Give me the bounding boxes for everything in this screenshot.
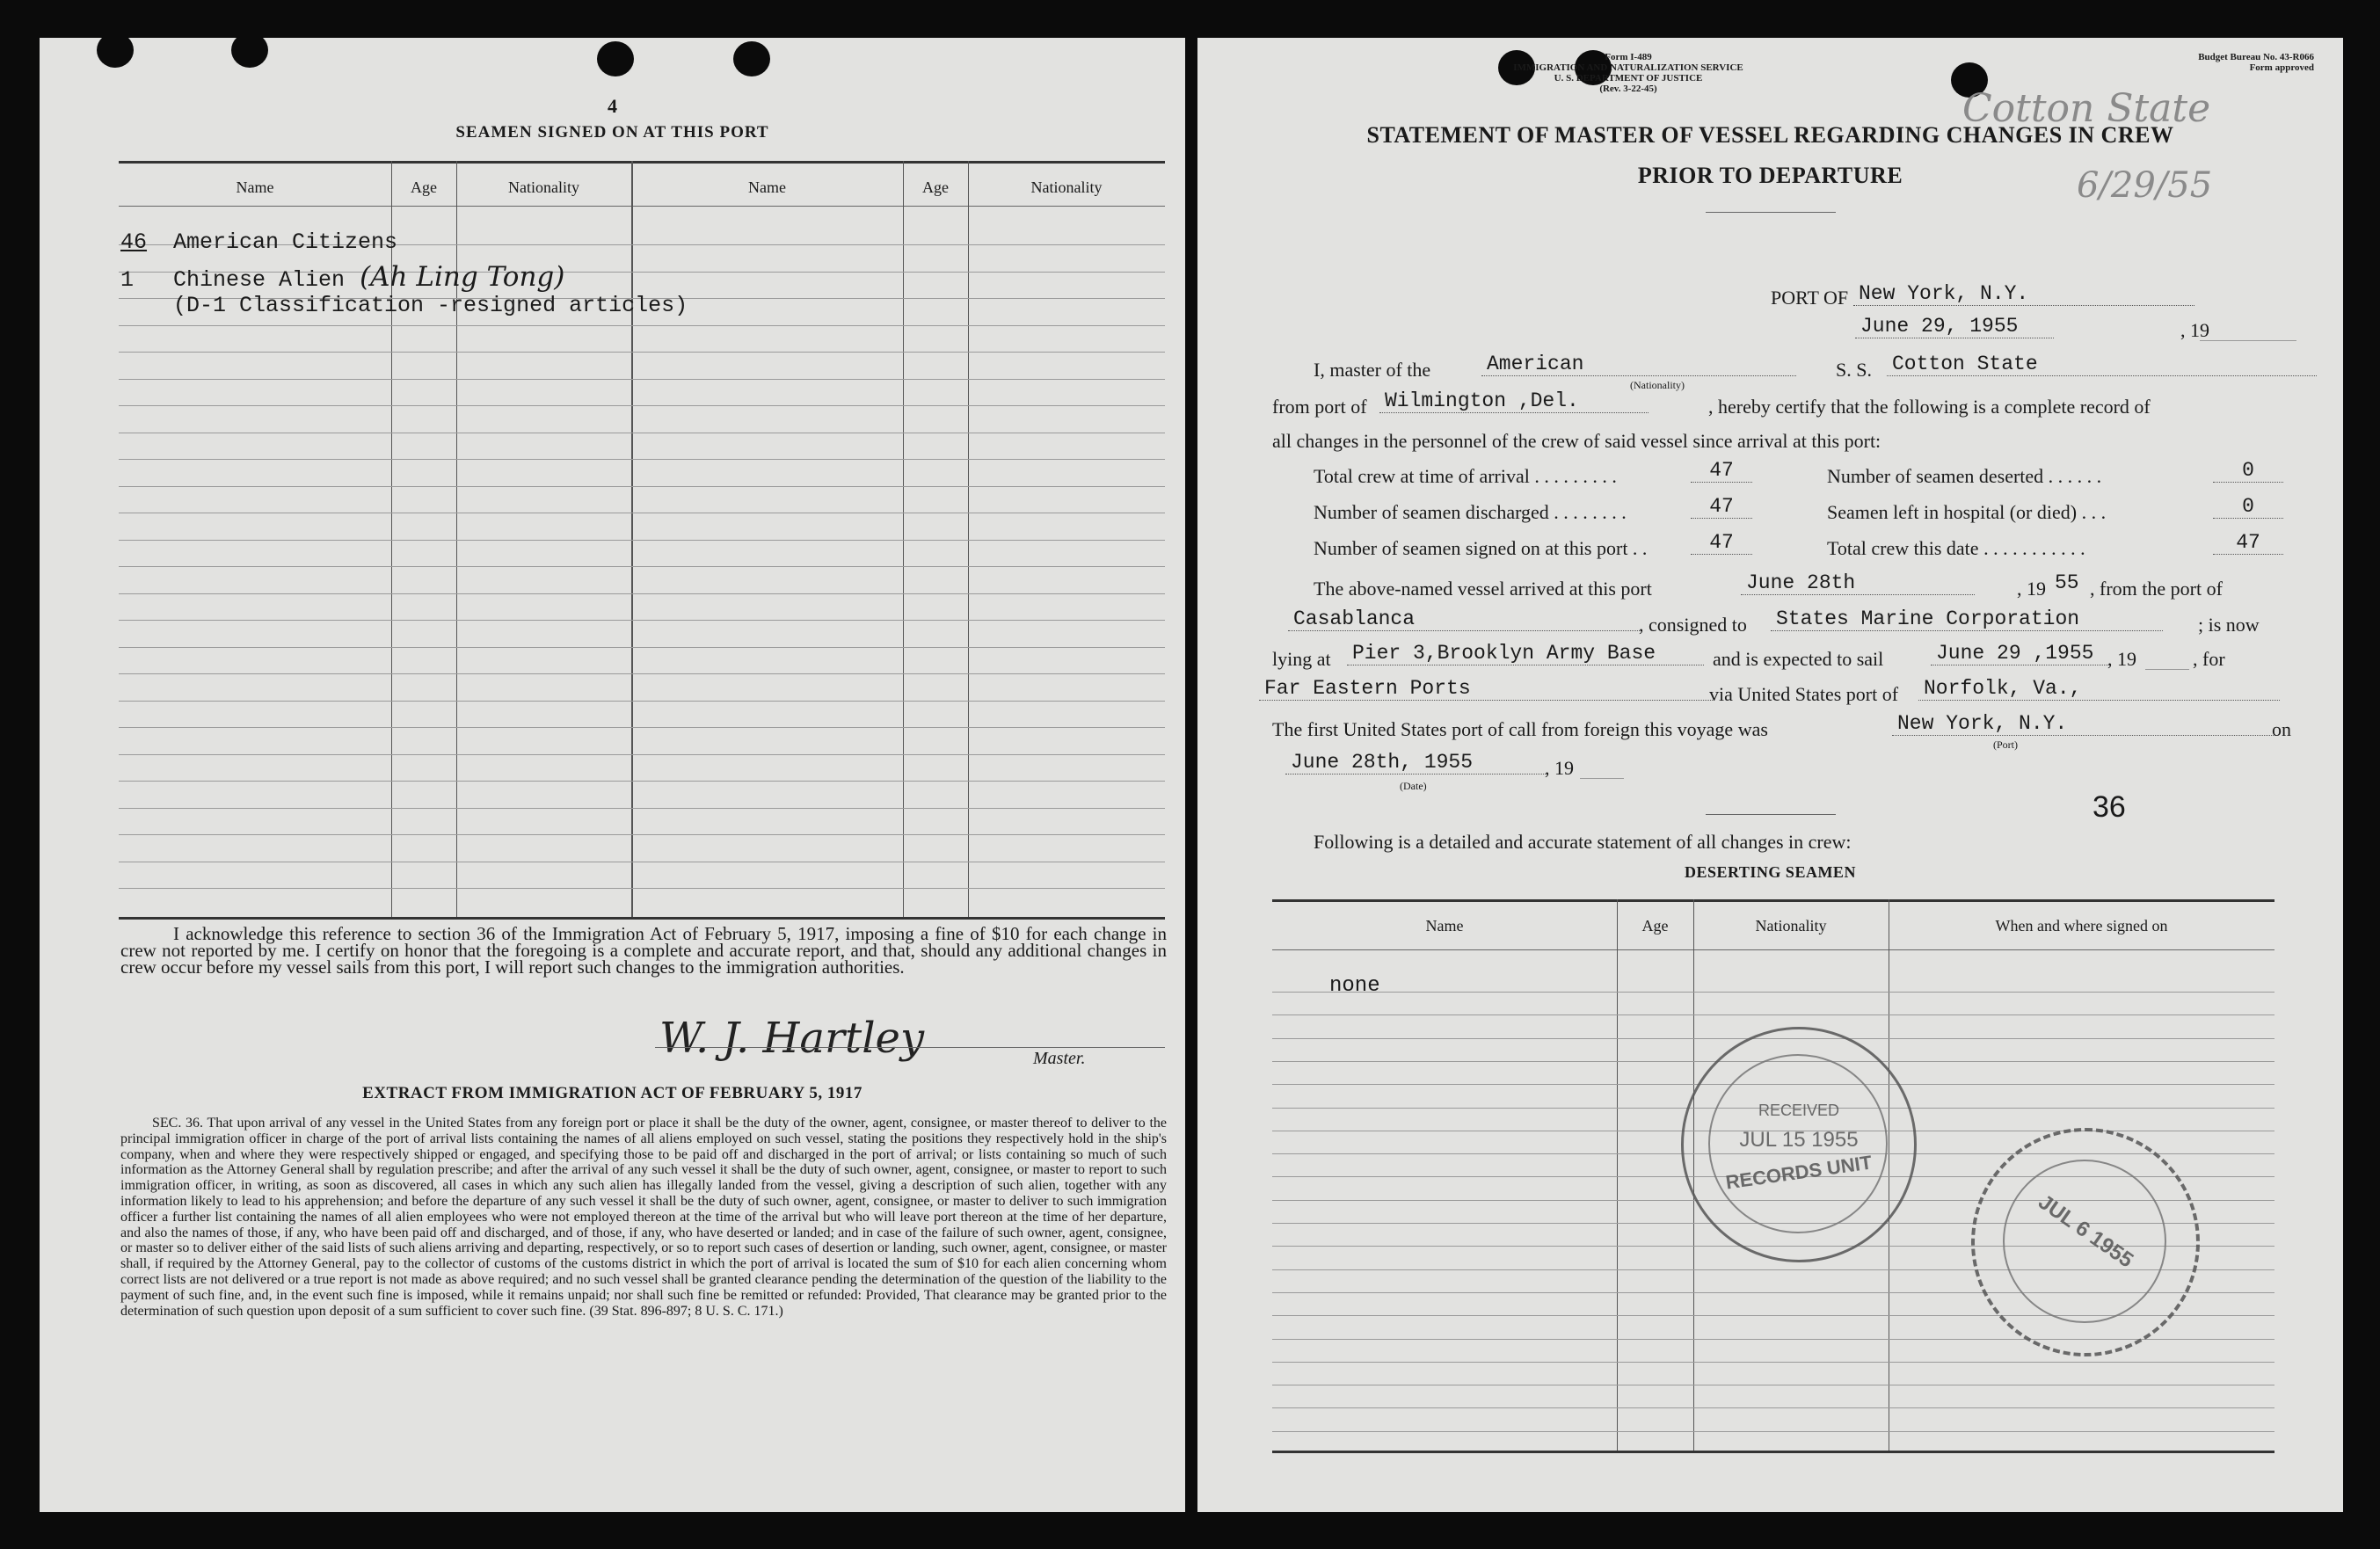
row-line — [119, 405, 1165, 406]
stat-value-total-crew: 47 — [2213, 531, 2283, 555]
deserting-col-signed-on: When and where signed on — [1995, 917, 2168, 934]
received-stamp — [1681, 1027, 1917, 1262]
consigned-label: , consigned to — [1639, 614, 1747, 636]
arrived-year: 55 — [2055, 571, 2079, 594]
punch-hole — [97, 38, 134, 68]
stat-label-hospital: Seamen left in hospital (or died) . . . — [1827, 501, 2107, 523]
form-approved: Form approved — [2249, 62, 2314, 73]
port-of-field: New York, N.Y. — [1853, 282, 2194, 306]
date-stamp — [1971, 1128, 2200, 1356]
stat-label-discharged: Number of seamen discharged . . . . . . . . — [1314, 501, 1627, 523]
deserting-col-nationality: Nationality — [1755, 917, 1827, 934]
stat-label-deserted: Number of seamen deserted . . . . . . — [1827, 465, 2102, 487]
certify-text: , hereby certify that the following is a complete record of — [1708, 396, 2151, 418]
col-header-age-2: Age — [922, 178, 949, 196]
stat-value-total-arrival: 47 — [1691, 459, 1752, 483]
row-line — [119, 379, 1165, 380]
year-line — [2200, 340, 2296, 341]
year-line — [1580, 778, 1624, 779]
department-name: U. S. DEPARTMENT OF JUSTICE — [1554, 73, 1703, 84]
port-caption: (Port) — [1993, 738, 2018, 751]
date-field: June 29, 1955 — [1855, 315, 2054, 338]
ss-label: S. S. — [1836, 359, 1872, 381]
nationality-caption: (Nationality) — [1630, 379, 1685, 391]
first-port-year-suffix: , 19 — [1545, 757, 1574, 779]
acknowledgement-text: I acknowledge this reference to section 36 of the Immigration Act of February 5, 1917, imposing a fine of $10 for each change in crew not reported by me. I certify on honor that the foregoing is a complete and accurate report, and that, should any additional changes in crew occur before my vessel sails from this port, I will report such changes to the immigration authorities. — [120, 923, 1167, 978]
consignee-field: States Marine Corporation — [1771, 607, 2163, 631]
deserting-col-name: Name — [1425, 917, 1464, 934]
row-line — [119, 781, 1165, 782]
row-line — [119, 673, 1165, 674]
deserting-col-age: Age — [1641, 917, 1669, 934]
col-divider — [1617, 899, 1618, 1451]
section-title: SEAMEN SIGNED ON AT THIS PORT — [455, 123, 769, 142]
row-line — [119, 566, 1165, 567]
col-header-nationality-2: Nationality — [1030, 178, 1103, 196]
punch-hole — [231, 38, 268, 68]
nationality-field: American — [1481, 353, 1796, 376]
stat-label-total-arrival: Total crew at time of arrival . . . . . . . . . — [1314, 465, 1617, 487]
section-rule — [1706, 814, 1836, 815]
stat-value-deserted: 0 — [2213, 459, 2283, 483]
first-port-field: New York, N.Y. — [1892, 712, 2275, 736]
deserting-title: DESERTING SEAMEN — [1685, 863, 1856, 881]
entry-text: Chinese Alien — [173, 267, 346, 293]
col-header-nationality: Nationality — [508, 178, 579, 196]
title-rule — [1706, 212, 1836, 213]
list-item: (D-1 Classification -resigned articles) — [173, 293, 688, 318]
page-number: 4 — [608, 95, 617, 117]
left-page — [40, 38, 1185, 1512]
signature-role: Master. — [1033, 1049, 1086, 1068]
revision-date: (Rev. 3-22-45) — [1599, 84, 1657, 94]
col-header-age: Age — [411, 178, 437, 196]
row-line — [119, 459, 1165, 460]
vessel-name-field: Cotton State — [1887, 353, 2317, 376]
lying-at-field: Pier 3,Brooklyn Army Base — [1347, 642, 1704, 665]
form-title: STATEMENT OF MASTER OF VESSEL REGARDING CHANGES IN CREW — [1366, 122, 2174, 148]
stamp-date-text: JUL 15 1955 — [1739, 1128, 1859, 1152]
row-line — [119, 540, 1165, 541]
margin-note: Cotton State — [1962, 86, 2211, 131]
list-item — [120, 261, 564, 293]
table-bottom-rule — [119, 917, 1165, 920]
row-line — [1272, 1362, 2274, 1363]
row-line — [1272, 1014, 2274, 1015]
from-port-label: from port of — [1272, 396, 1367, 418]
year-line — [2145, 669, 2189, 670]
punch-hole — [733, 41, 770, 76]
from-port-field: Wilmington ,Del. — [1379, 389, 1649, 413]
origin-port-field: Casablanca — [1288, 607, 1641, 631]
form-number: Form I-489 — [1605, 52, 1652, 62]
right-page — [1197, 38, 2343, 1512]
deserting-table-header-rule — [1272, 949, 2274, 950]
row-line — [119, 620, 1165, 621]
date-suffix: , 19 — [2180, 319, 2209, 341]
entry-text: American Citizens — [173, 229, 398, 255]
margin-date: 6/29/55 — [2077, 165, 2213, 206]
is-now-label: ; is now — [2198, 614, 2260, 636]
master-label: I, master of the — [1314, 359, 1431, 381]
via-port-field: Norfolk, Va., — [1918, 677, 2280, 701]
deserting-table-top — [1272, 899, 2274, 902]
deserting-entry: none — [1329, 974, 1380, 998]
deserting-table-bottom — [1272, 1451, 2274, 1453]
stat-label-total-crew: Total crew this date . . . . . . . . . . . — [1827, 537, 2085, 559]
stamp-records-text: RECORDS UNIT — [1724, 1151, 1874, 1194]
form-subtitle: PRIOR TO DEPARTURE — [1637, 163, 1903, 188]
row-line — [119, 834, 1165, 835]
row-line — [119, 808, 1165, 809]
stat-label-signed-on: Number of seamen signed on at this port . . — [1314, 537, 1648, 559]
port-of-label: PORT OF — [1771, 287, 1849, 309]
form-header — [1452, 52, 1804, 94]
entry-count: 46 — [120, 229, 148, 255]
row-line — [119, 701, 1165, 702]
row-line — [1272, 1407, 2274, 1408]
sail-date-field: June 29 ,1955 — [1931, 642, 2108, 665]
on-label: on — [2272, 718, 2291, 740]
row-line — [119, 888, 1165, 889]
via-label: via United States port of — [1709, 683, 1899, 705]
certify-text-2: all changes in the personnel of the crew of said vessel since arrival at this port: — [1272, 430, 1881, 452]
table-header-rule — [119, 206, 1165, 207]
row-line — [119, 647, 1165, 648]
row-line — [119, 593, 1165, 594]
first-port-date-field: June 28th, 1955 — [1285, 751, 1547, 774]
expected-label: and is expected to sail — [1713, 648, 1884, 670]
row-line — [119, 754, 1165, 755]
stamp-number: 36 — [2093, 790, 2126, 824]
list-item — [120, 229, 397, 255]
stat-value-signed-on: 47 — [1691, 531, 1752, 555]
row-line — [1272, 992, 2274, 993]
destination-field: Far Eastern Ports — [1259, 677, 1714, 701]
punch-hole — [597, 41, 634, 76]
budget-note — [2085, 52, 2314, 73]
extract-text: SEC. 36. That upon arrival of any vessel in the United States from any foreign port or place it shall be the duty of the owner, agent, consignee, or master thereof to deliver to the principal immigration officer in charge of the port of arrival lists containing the names of all aliens employed on such vessel, stating the positions they respectively hold in the ship's company, when and where they were respectively shipped or engaged, and specifying those to be paid off and discharged in the port of arrival; or lists containing so much of such information as the Attorney General shall by regulation prescribe; and after the arrival of any such vessel it shall be the duty of such owner, agent, consignee, or master to report to such immigration officer, in writing, as soon as discovered, all cases in which any such alien has illegally landed from the vessel, giving a description of such alien, together with any information likely to lead to his apprehension; and before the departure of any such vessel it shall be the duty of such owner, agent, consignee, or master to deliver to such immigration officer a further list containing the names of all alien employees who were not employed thereon at the time of the arrival but who will leave port thereon at the time of her departure, and also the names of those, if any, who have been paid off and discharged, and of those, if any, who have deserted or landed; and in case of the failure of such owner, agent, consignee, or master so to deliver either of the said lists of such aliens arriving and departing, respectively, or so to report such cases of desertion or landing, such owner, agent, consignee, or master shall, if required by the Attorney General, pay to the collector of customs of the customs district in which the port of arrival is located the sum of $10 for each alien concerning whom correct lists are not delivered or a true report is not made as above required; and no such vessel shall be granted clearance pending the determination of the question of the liability to the payment of such fine, and, in the event such fine is imposed, while it remains unpaid; nor shall such fine be remitted or refunded: Provided, That clearance may be granted prior to the determination of such question upon deposit of a sum sufficient to cover such fine. (39 Stat. 896-897; 8 U. S. C. 171.) — [120, 1116, 1167, 1319]
row-line — [119, 352, 1165, 353]
col-header-name: Name — [236, 178, 274, 196]
agency-name: IMMIGRATION AND NATURALIZATION SERVICE — [1513, 62, 1743, 73]
arrived-date-field: June 28th — [1741, 571, 1975, 595]
row-line — [119, 727, 1165, 728]
for-label: , for — [2193, 648, 2225, 670]
from-port-of-label: , from the port of — [2090, 578, 2223, 600]
first-port-label: The first United States port of call from foreign this voyage was — [1272, 718, 1768, 740]
master-signature: W. J. Hartley — [659, 1014, 925, 1063]
lying-at-label: lying at — [1272, 648, 1331, 670]
extract-title: EXTRACT FROM IMMIGRATION ACT OF FEBRUARY 5, 1917 — [362, 1084, 862, 1102]
stat-value-discharged: 47 — [1691, 495, 1752, 519]
stat-value-hospital: 0 — [2213, 495, 2283, 519]
stamp-received-text: RECEIVED — [1758, 1102, 1840, 1119]
arrived-label: The above-named vessel arrived at this port — [1314, 578, 1652, 600]
table-top-rule — [119, 161, 1165, 164]
row-line — [119, 325, 1165, 326]
row-line — [119, 486, 1165, 487]
following-text: Following is a detailed and accurate statement of all changes in crew: — [1314, 831, 1852, 853]
row-line — [1272, 1431, 2274, 1432]
budget-number: Budget Bureau No. 43-R066 — [2198, 52, 2314, 62]
stamp2-date-text: JUL 6 1955 — [2034, 1189, 2138, 1273]
col-header-name-2: Name — [748, 178, 786, 196]
sail-year-suffix: , 19 — [2107, 648, 2136, 670]
date-caption: (Date) — [1400, 780, 1427, 792]
arrived-year-prefix: , 19 — [2017, 578, 2046, 600]
entry-count: 1 — [120, 267, 135, 293]
handwritten-name: (Ah Ling Tong) — [360, 261, 565, 293]
signature-line — [655, 1047, 1165, 1048]
